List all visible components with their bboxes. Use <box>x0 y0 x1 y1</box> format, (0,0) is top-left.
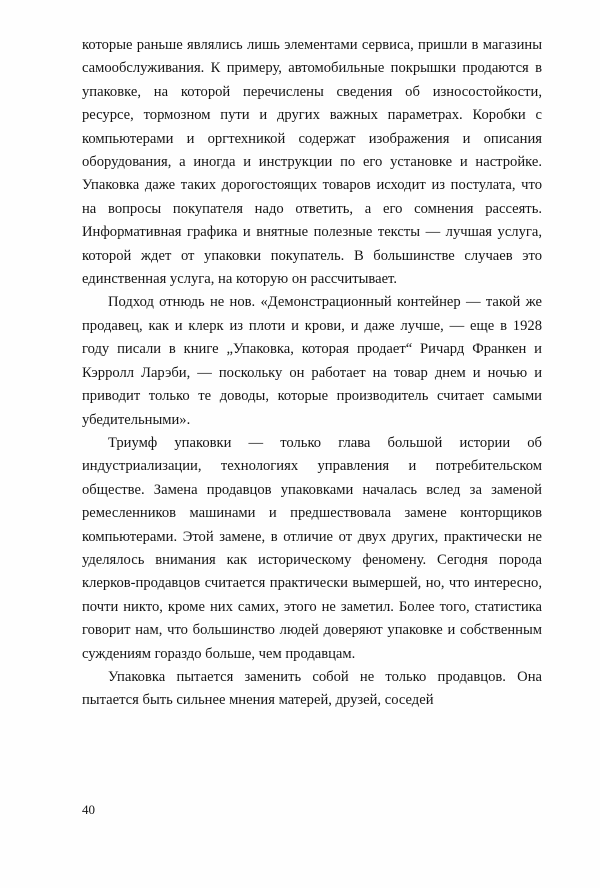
paragraph: Подход отнюдь не нов. «Демонстрационный контейнер — такой же продавец, как и клерк из плоти и крови, и даже лучше, — еще в 1928 году писали в книге „Упаковка, которая продает“ Ричард Франкен и Кэрролл Ларэби, — поскольку он работает на товар днем и ночью и приводит только те доводы, которые производитель считает самыми убедительными». <box>82 294 542 428</box>
paragraph: Триумф упаковки — только глава большой истории об индустриализации, технологиях управления и потребительском обществе. Замена продавцов упаковками началась вслед за заменой ремесленников машинами и предшествовала замене конторщиков компьютерами. Этой замене, в отличие от двух других, практически не уделялось внимания как историческому феномену. Сегодня порода клерков-продавцов считается практически вымершей, но, что интересно, почти никто, кроме них самих, этого не заметил. Более того, статистика говорит нам, что большинство людей доверяют упаковке и собственным суждениям гораздо больше, чем продавцам. <box>82 434 542 662</box>
paragraph: Упаковка пытается заменить собой не только продавцов. Она пытается быть сильнее мнения матерей, друзей, соседей <box>82 668 542 709</box>
page-number: 40 <box>82 802 95 817</box>
page-body-text <box>82 34 542 713</box>
paragraph: которые раньше являлись лишь элементами сервиса, пришли в магазины самообслуживания. К примеру, автомобильные покрышки продаются в упаковке, на которой перечислены сведения об износостойкости, ресурсе, тормозном пути и других важных параметрах. Коробки с компьютерами и оргтехникой содержат изображения и описания оборудования, а иногда и инструкции по его установке и настройке. Упаковка даже таких дорогостоящих товаров исходит из постулата, что на вопросы покупателя надо ответить, а его сомнения рассеять. Информативная графика и внятные полезные тексты — лучшая услуга, которой ждет от упаковки покупатель. В большинстве случаев это единственная услуга, на которую он рассчитывает. <box>82 37 542 288</box>
